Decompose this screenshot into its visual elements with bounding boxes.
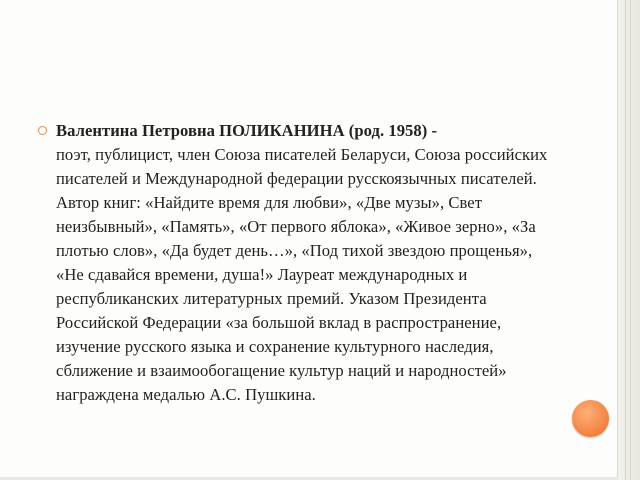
orange-circle-decoration [572, 400, 609, 437]
bullet-text [56, 119, 560, 407]
slide-content [38, 119, 560, 407]
slide-frame-decoration [617, 0, 640, 480]
author-name-lead: Валентина Петровна ПОЛИКАНИНА (род. 1958) - [56, 121, 438, 140]
circle-bullet-icon [38, 126, 47, 135]
bullet-item [38, 119, 560, 407]
biography-text: поэт, публицист, член Союза писателей Беларуси, Союза российских писателей и Международной федерации русскоязычных писателей. Автор книг: «Найдите время для любви», «Две музы», Свет неизбывный», «Память», «От первого яблока», «Живое зерно», «За плотью слов», «Да будет день…», «Под тихой звездою прощенья», «Не сдавайся времени, душа!» Лауреат международных и республиканских литературных премий. Указом Президента Российской Федерации «за большой вклад в распространение, изучение русского языка и сохранение культурного наследия, сближение и взаимообогащение культур наций и народностей» награждена медалью А.С. Пушкина. [56, 145, 548, 404]
